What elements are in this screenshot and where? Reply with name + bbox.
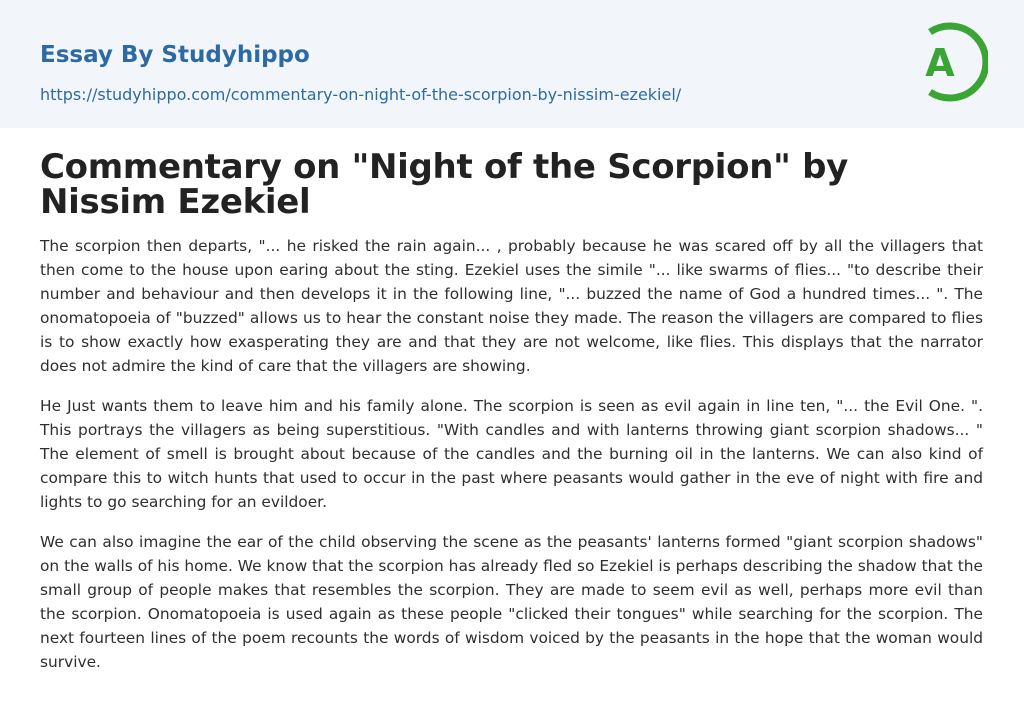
article-paragraph: The scorpion then departs, "... he risked the rain again... , probably because he was scared off by all the villagers that then come to the house upon earing about the sting. Ezekiel uses the simile "... like swarms of flies... "to describe their number and behaviour and then develops it in the following line, "... buzzed the name of God a hundred times... ". The onomatopoeia of "buzzed" allows us to hear the constant noise they made. The reason the villagers are compared to flies is to show exactly how exasperating they are and that they are not welcome, like flies. This displays that the narrator does not admire the kind of care that the villagers are showing. xyxy=(40,237,983,375)
site-header xyxy=(0,0,1024,128)
article-paragraph: We can also imagine the ear of the child observing the scene as the peasants' lanterns formed "giant scorpion shadows" on the walls of his home. We know that the scorpion has already fled so Ezekiel is perhaps describing the shadow that the small group of people makes that resembles the scorpion. They are made to seem evil as well, perhaps more evil than the scorpion. Onomatopoeia is used again as these people "clicked their tongues" while searching for the scorpion. The next fourteen lines of the poem recounts the words of wisdom voiced by the peasants in the hope that the woman would survive. xyxy=(40,533,983,671)
article xyxy=(40,147,983,690)
studyhippo-logo-icon[interactable] xyxy=(910,18,988,106)
logo-letter: A xyxy=(925,41,955,85)
essay-url-link[interactable]: https://studyhippo.com/commentary-on-night-of-the-scorpion-by-nissim-ezekiel/ xyxy=(40,85,682,104)
article-paragraph: He Just wants them to leave him and his family alone. The scorpion is seen as evil again in line ten, "... the Evil One. ". This portrays the villagers as being superstitious. "With candles and with lanterns throwing giant scorpion shadows... " The element of smell is brought about because of the candles and the burning oil in the lanterns. We can also kind of compare this to witch hunts that used to occur in the past where peasants would gather in the eve of night with fire and lights to go searching for an evildoer. xyxy=(40,397,983,511)
site-brand[interactable]: Essay By Studyhippo xyxy=(40,42,310,68)
article-title: Commentary on "Night of the Scorpion" by Nissim Ezekiel xyxy=(40,147,848,222)
